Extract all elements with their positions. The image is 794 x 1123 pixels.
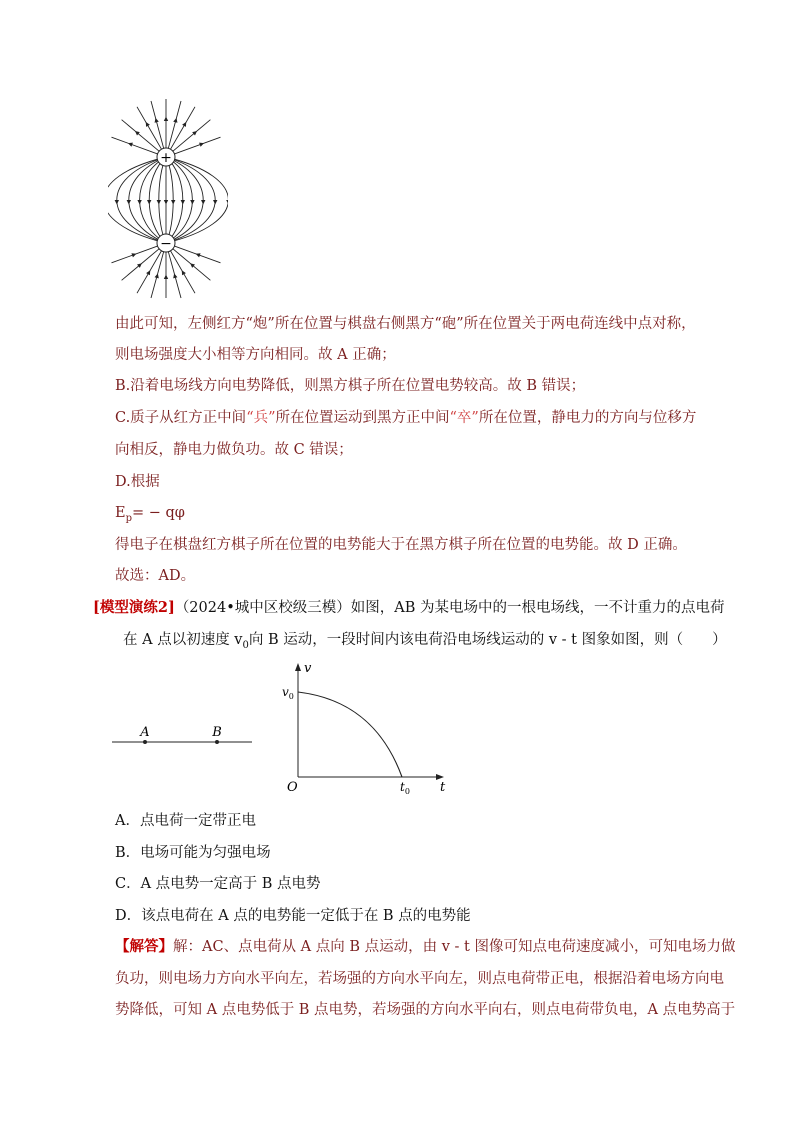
field-arrow (127, 200, 131, 205)
solution-text-1: 解：AC、点电荷从 A 点向 B 点运动，由 v - t 图像可知点电荷速度减小，可知电场力做 (173, 939, 736, 955)
field-arrow (137, 200, 141, 205)
field-line (174, 137, 220, 154)
field-arrow (180, 269, 186, 275)
piece-bing: “兵” (246, 410, 276, 426)
field-lines (108, 99, 228, 298)
solution-line-1 (115, 937, 735, 957)
analysis-line-6: D.根据 (115, 474, 160, 490)
field-arrow (153, 117, 158, 122)
field-arrow (213, 200, 217, 205)
problem-line-1 (93, 598, 725, 618)
answer-line: 故选：AD。 (115, 568, 196, 584)
negative-charge-sign: − (160, 236, 172, 252)
formula-e: E (115, 505, 126, 521)
problem-line-2 (123, 630, 727, 656)
solution-tag: 【解答】 (115, 938, 173, 955)
problem-text-2b: 向 B 运动，一段时间内该电荷沿电场线运动的 v - t 图象如图，则（ ） (248, 632, 727, 648)
t-axis-label: t (440, 780, 446, 795)
analysis-line-3: B.沿着电场线方向电势降低，则黑方棋子所在位置电势较高。故 B 错误； (115, 378, 586, 394)
positive-charge-sign: + (160, 150, 172, 166)
analysis-line-2: 则电场强度大小相等方向相同。故 A 正确； (115, 347, 396, 363)
option-c: C．A 点电势一定高于 B 点电势 (115, 876, 321, 892)
formula-rest: = − qφ (132, 505, 185, 521)
v-axis-arrow (295, 663, 301, 671)
point-b-label: B (212, 725, 222, 740)
field-arrow (164, 200, 168, 205)
analysis-line-4 (115, 408, 696, 428)
point-b-dot (215, 740, 219, 744)
field-arrow (147, 200, 151, 205)
field-arrow (157, 200, 161, 205)
field-arrow (171, 200, 175, 205)
field-arrow (181, 200, 185, 205)
field-arrow (182, 121, 188, 127)
t0-label: $t_0$ (400, 780, 410, 796)
field-arrow (199, 141, 205, 147)
problem-text-2a: 在 A 点以初速度 v (123, 632, 243, 648)
solution-line-3: 势降低，可知 A 点电势低于 B 点电势，若场强的方向水平向右，则点电荷带负电，A 点电势高于 (115, 1002, 736, 1018)
field-arrow (127, 141, 133, 147)
analysis-line-8: 得电子在棋盘红方棋子所在位置的电势能大于在黑方棋子所在位置的电势能。故 D 正确。 (115, 537, 687, 553)
field-arrow (173, 117, 178, 122)
problem-tag: [模型演练2] (93, 599, 175, 616)
problem-v0-sub: 0 (242, 639, 249, 651)
option-b: B．电场可能为匀强电场 (115, 845, 271, 861)
v-t-curve (298, 692, 402, 777)
field-line (112, 137, 158, 154)
analysis-line-5: 向相反，静电力做负功。故 C 错误； (115, 442, 353, 458)
formula-line (115, 503, 185, 529)
option-d: D．该点电荷在 A 点的电势能一定低于在 B 点的电势能 (115, 908, 471, 924)
analysis-line-4c: 所在位置，静电力的方向与位移方 (478, 410, 697, 426)
piece-zu: “卒” (449, 410, 479, 426)
analysis-line-4a: C.质子从红方正中间 (115, 410, 247, 426)
point-a-label: A (140, 725, 150, 740)
v-axis-label: v (304, 661, 312, 676)
field-arrow (195, 252, 201, 258)
solution-line-2: 负功，则电场力方向水平向左，若场强的方向水平向左，则点电荷带正电，根据沿着电场方向电 (115, 971, 724, 987)
analysis-line-4b: 所在位置运动到黑方正中间 (275, 410, 450, 426)
formula-sub: p (125, 512, 132, 524)
problem-text-1: （2024•城中区校级三模）如图，AB 为某电场中的一根电场线，一不计重力的点电荷 (174, 600, 725, 616)
field-arrow (131, 252, 137, 258)
field-arrow (146, 269, 152, 275)
field-arrow (115, 200, 119, 205)
point-a-dot (143, 740, 147, 744)
option-a: A．点电荷一定带正电 (115, 813, 256, 829)
v0-label: $v_0$ (282, 685, 294, 701)
problem-figure (108, 660, 453, 800)
field-arrow (201, 200, 205, 205)
dipole-field-figure (108, 95, 228, 300)
origin-label: O (287, 780, 298, 795)
analysis-line-1: 由此可知，左侧红方“炮”所在位置与棋盘右侧黑方“砲”所在位置关于两电荷连线中点对称， (115, 316, 696, 332)
field-arrow (144, 121, 150, 127)
field-arrow (164, 117, 168, 122)
field-arrow (164, 275, 168, 280)
field-arrow (190, 200, 194, 205)
